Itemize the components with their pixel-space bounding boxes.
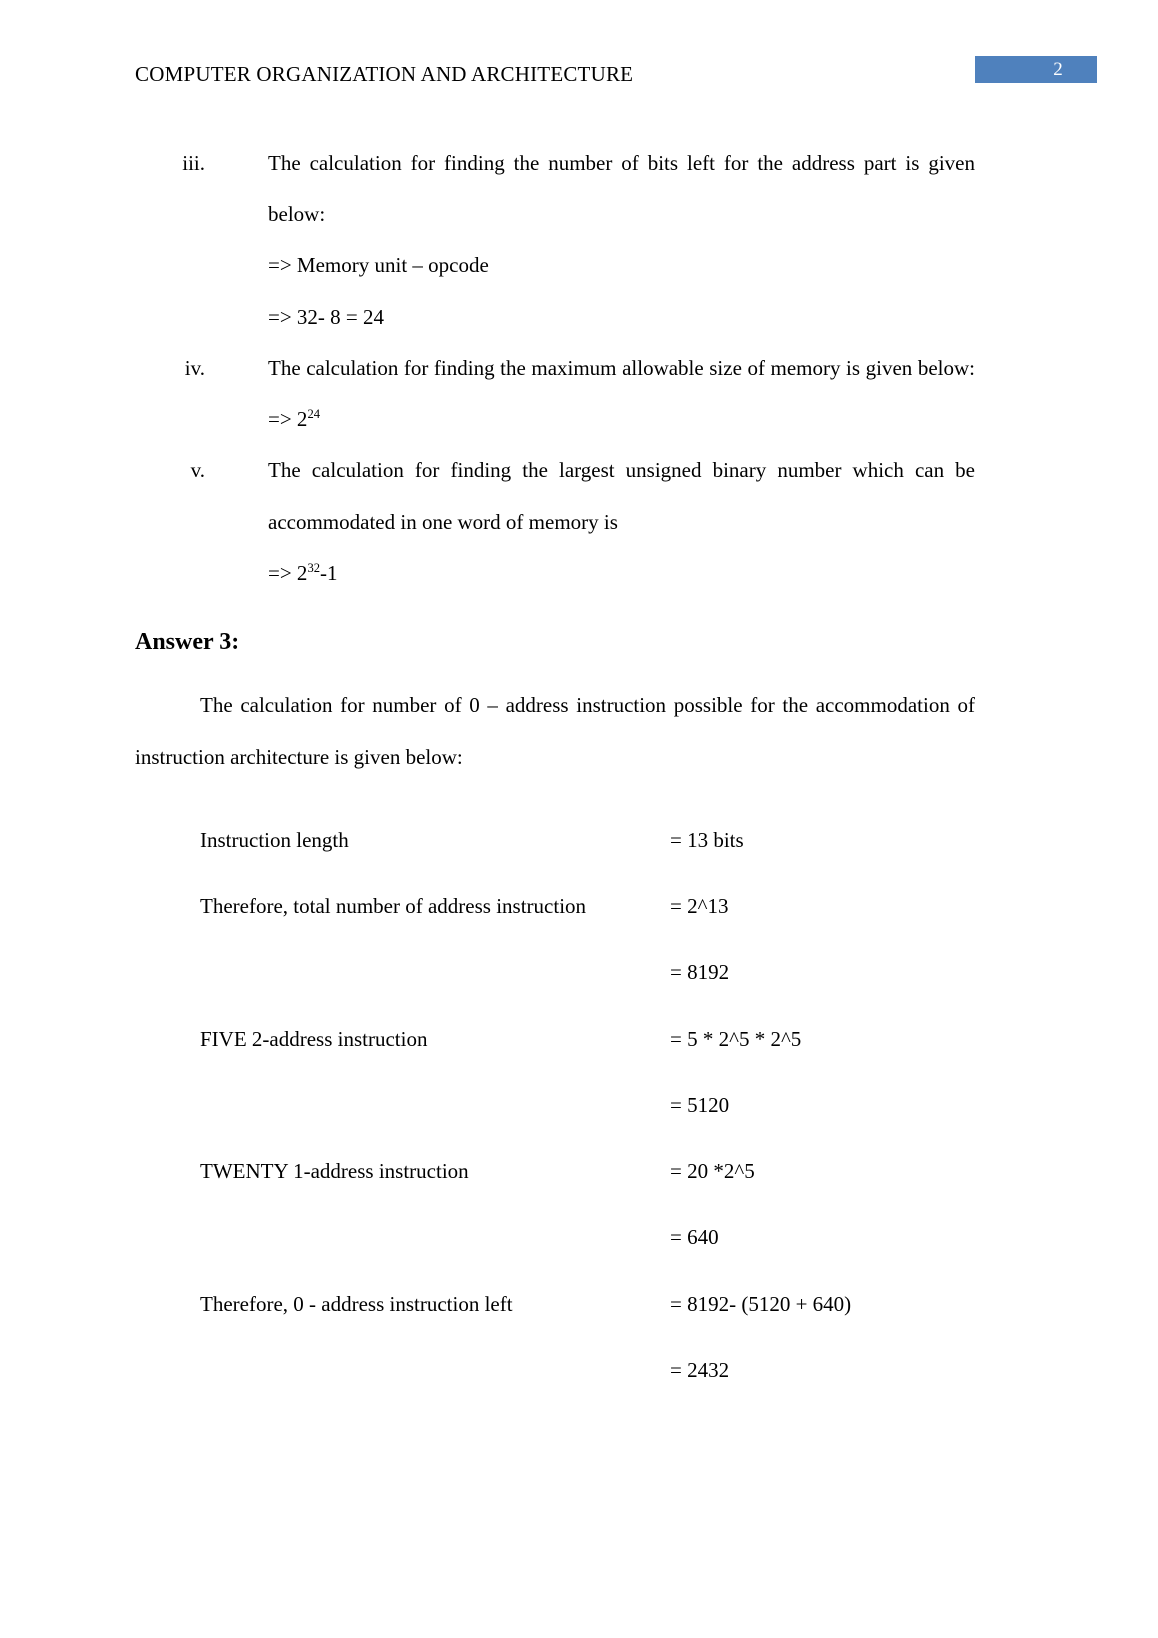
list-item-body <box>205 343 975 445</box>
calculation-table <box>200 827 975 1383</box>
row-value: = 8192- (5120 + 640) <box>670 1291 852 1316</box>
formula-base: => 2 <box>268 560 308 585</box>
formula-line: => 32- 8 = 24 <box>268 304 385 329</box>
formula-rest: -1 <box>320 560 338 585</box>
list-marker: iii. <box>182 151 205 175</box>
formula-line: => Memory unit – opcode <box>268 253 489 278</box>
table-row <box>200 1357 975 1383</box>
table-row <box>200 1158 975 1184</box>
row-value: = 8192 <box>670 960 730 985</box>
row-value: = 5 * 2^5 * 2^5 <box>670 1026 802 1051</box>
table-row <box>200 1291 975 1317</box>
row-value: = 20 *2^5 <box>670 1159 755 1184</box>
table-row <box>200 1224 975 1250</box>
item-text-base: The calculation for finding the maximum allowable size of memory is given below: => 2 <box>268 355 975 432</box>
answer-3-intro: The calculation for number of 0 – address instruction possible for the accommodation of instruction architecture is given below: <box>135 693 975 769</box>
row-value: = 5120 <box>670 1092 730 1117</box>
table-row <box>200 827 975 853</box>
page-number-badge <box>975 56 1097 83</box>
page-header <box>135 58 1063 92</box>
row-value: = 2^13 <box>670 894 729 919</box>
row-label <box>200 1357 670 1383</box>
formula-line <box>268 548 975 599</box>
document-title: COMPUTER ORGANIZATION AND ARCHITECTURE <box>135 62 634 86</box>
row-value: = 13 bits <box>670 827 744 852</box>
row-label <box>200 959 670 985</box>
table-row <box>200 1026 975 1052</box>
page-number: 2 <box>1053 58 1063 80</box>
superscript-exponent: 24 <box>307 407 321 422</box>
row-value: = 2432 <box>670 1357 730 1382</box>
list-marker: v. <box>190 458 205 483</box>
item-text: The calculation for finding the number of bits left for the address part is given below: <box>268 151 975 227</box>
list-item-v <box>135 445 975 599</box>
list-marker: iv. <box>184 355 205 380</box>
table-row <box>200 1092 975 1118</box>
list-item-body <box>205 138 975 343</box>
row-label: Instruction length <box>200 827 349 852</box>
row-value: = 640 <box>670 1225 719 1250</box>
row-label: TWENTY 1-address instruction <box>200 1159 469 1184</box>
item-text: The calculation for finding the largest unsigned binary number which can be accommodated in one word of memory is <box>268 458 975 534</box>
row-label: FIVE 2-address instruction <box>200 1026 428 1051</box>
list-item-body <box>205 445 975 599</box>
item-text <box>268 343 975 445</box>
answer-3-heading: Answer 3: <box>135 629 240 656</box>
roman-numeral-list <box>135 138 975 599</box>
row-label: Therefore, total number of address instruction <box>200 894 587 919</box>
superscript-exponent: 32 <box>307 560 321 575</box>
table-row <box>200 959 975 985</box>
row-label <box>200 1224 670 1250</box>
list-item-iv <box>135 343 975 445</box>
row-label <box>200 1092 670 1118</box>
row-label: Therefore, 0 - address instruction left <box>200 1291 513 1316</box>
table-row <box>200 893 975 919</box>
list-item-iii <box>135 138 975 343</box>
